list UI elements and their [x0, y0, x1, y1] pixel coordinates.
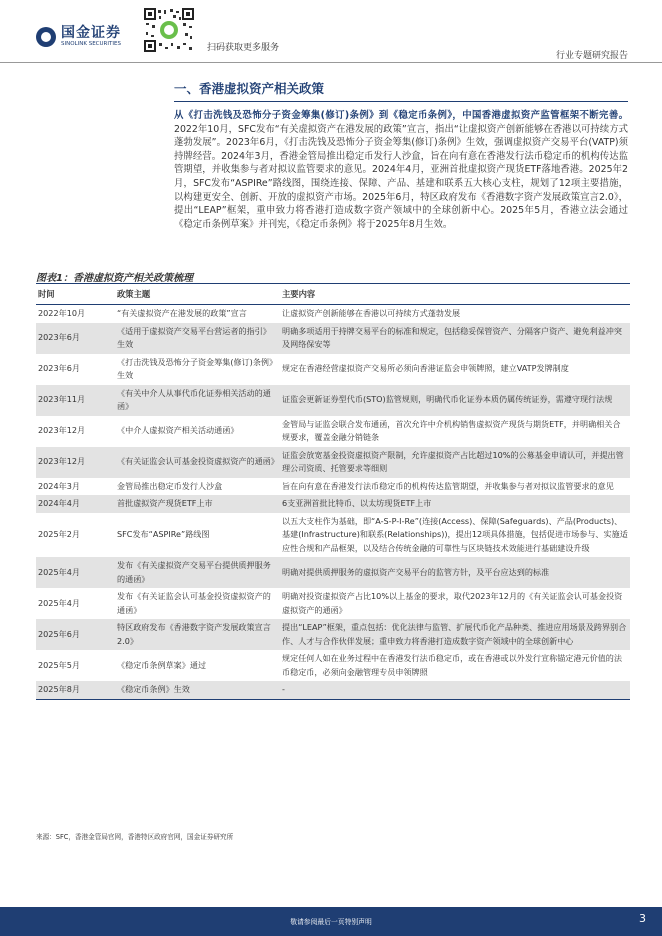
table-row: [36, 619, 630, 650]
cell-date: 2023年12月: [36, 447, 115, 478]
cell-content: 让虚拟资产创新能够在香港以可持续方式蓬勃发展: [282, 308, 461, 318]
disclaimer-note: 敬请参阅最后一页特别声明: [290, 918, 372, 926]
table-row: [36, 650, 630, 681]
cell-content: 金管局与证监会联合发布通函，首次允许中介机构销售虚拟资产现货与期货ETF，并明确相关合规要求，覆盖金融分销链条: [282, 418, 621, 442]
column-header-date: 时间: [36, 284, 115, 305]
cell-content: 6支亚洲首批比特币、以太坊现货ETF上市: [280, 495, 630, 513]
cell-content: 规定任何人如在业务过程中在香港发行法币稳定币，或在香港或以外发行宣称锚定港元价值的法币稳定币，必须向金融管理专员申领牌照: [282, 653, 622, 677]
cell-content: 明确多项适用于持牌交易平台的标准和规定，包括稳妥保管资产、分隔客户资产、避免利益冲突及网络保安等: [280, 323, 630, 354]
cell-date: 2023年6月: [36, 323, 115, 354]
table-row: [36, 478, 630, 496]
qr-code-icon[interactable]: [143, 7, 195, 53]
page-number: 3: [639, 912, 646, 925]
cell-policy: 发布《有关证监会认可基金投资虚拟资产的通函》: [117, 591, 271, 615]
logo-name-en: SINOLINK SECURITIES: [61, 41, 121, 47]
cell-policy: SFC发布“ASPIRe”路线图: [117, 529, 210, 539]
column-header-policy: 政策主题: [115, 284, 280, 305]
cell-date: 2024年3月: [38, 480, 80, 491]
cell-content: -: [280, 681, 630, 699]
cell-content: 证监会更新证券型代币(STO)监管规则，明确代币化证券本质仍属传统证券，需遵守现行法规: [280, 385, 630, 416]
cell-date: 2023年6月: [38, 363, 80, 374]
cell-date: 2024年4月: [36, 495, 115, 513]
cell-policy: 首批虚拟资产现货ETF上市: [115, 495, 280, 513]
paragraph-lead: 从《打击洗钱及恐怖分子资金筹集(修订)条例》到《稳定币条例》，中国香港虚拟资产监管框架不断完善。: [174, 110, 628, 121]
table-row: [36, 588, 630, 619]
logo-icon: [36, 27, 56, 47]
cell-content: 证监会放宽基金投资虚拟资产限制，允许虚拟资产占比超过10%的公募基金申请认可，并提出管理公司资质、托管要求等细则: [280, 447, 630, 478]
cell-content: 提出“LEAP”框架，重点包括：优化法律与监管、扩展代币化产品种类、推进应用场景及跨界别合作、人才与合作伙伴发展；重申致力将香港打造成数字资产领域中的全球创新中心: [280, 619, 630, 650]
cell-content: 明确对投资虚拟资产占比10%以上基金的要求，取代2023年12月的《有关证监会认可基金投资虚拟资产的通函》: [282, 591, 623, 615]
table-row: [36, 354, 630, 385]
company-logo: [36, 26, 121, 48]
table-header-row: [36, 284, 630, 305]
table-row: [36, 513, 630, 558]
cell-content: 旨在向有意在香港发行法币稳定币的机构传达监管期望，并收集参与者对拟议监管要求的意见: [282, 480, 614, 491]
page-header: [0, 0, 662, 62]
scan-prompt: 扫码获取更多服务: [207, 43, 280, 53]
table-row: [36, 681, 630, 699]
table-row: [36, 323, 630, 354]
cell-policy: 《中介人虚拟资产相关活动通函》: [117, 425, 239, 436]
cell-content: 明确对提供质押服务的虚拟资产交易平台的监管方针，及平台应达到的标准: [280, 557, 630, 588]
table-row: [36, 557, 630, 588]
column-header-content: 主要内容: [280, 284, 630, 305]
cell-policy: 《有关证监会认可基金投资虚拟资产的通函》: [115, 447, 280, 478]
cell-content: 规定在香港经营虚拟资产交易所必须向香港证监会申领牌照，建立VATP发牌制度: [282, 363, 569, 374]
cell-policy: 发布《有关虚拟资产交易平台提供质押服务的通函》: [115, 557, 280, 588]
header-divider: [0, 62, 662, 63]
cell-policy: “有关虚拟资产在港发展的政策”宣言: [117, 308, 247, 318]
table-body: [36, 305, 630, 700]
cell-policy: 金管局推出稳定币发行人沙盒: [117, 480, 223, 491]
cell-date: 2025年5月: [38, 659, 80, 670]
table-row: [36, 385, 630, 416]
cell-date: 2025年4月: [38, 597, 80, 608]
body-paragraph: [174, 109, 628, 231]
cell-date: 2025年6月: [36, 619, 115, 650]
cell-policy: 《适用于虚拟资产交易平台营运者的指引》生效: [115, 323, 280, 354]
cell-policy: 《有关中介人从事代币化证券相关活动的通函》: [115, 385, 280, 416]
cell-date: 2022年10月: [38, 308, 86, 318]
table-row: [36, 416, 630, 447]
figure-source: 来源：SFC，香港金管局官网，香港特区政府官网，国金证券研究所: [36, 833, 234, 841]
section-title: 一、香港虚拟资产相关政策: [174, 81, 325, 96]
cell-date: 2023年12月: [38, 425, 86, 436]
table-row: [36, 305, 630, 323]
cell-content: 以五大支柱作为基础，即“A-S-P-I-Re”(连接(Access)、保障(Safeguards)、产品(Products)、基建(Infrastructure)和联系(Relationships))，提出12项具体措施，包括促进市场参与、实施适应性合规和产品框架，以及结合传统金融的可靠性与区块链技术效能进行基础建设升级: [282, 515, 628, 553]
cell-policy: 特区政府发布《香港数字资产发展政策宣言2.0》: [115, 619, 280, 650]
logo-name-cn: 国金证券: [61, 25, 121, 41]
figure-title: 图表1：香港虚拟资产相关政策梳理: [36, 273, 193, 284]
table-row: [36, 495, 630, 513]
cell-policy: 《打击洗钱及恐怖分子资金筹集(修订)条例》生效: [117, 356, 278, 380]
section-divider: [174, 101, 628, 102]
paragraph-text: 2022年10月，SFC发布“有关虚拟资产在港发展的政策”宣言，指出“让虚拟资产创新能够在香港以可持续方式蓬勃发展”。2023年6月，《打击洗钱及恐怖分子资金筹集(修订)条例》生效，强调虚拟资产交易平台(VATP)须持牌经营。2024年3月，香港金管局推出稳定币发行人沙盒，旨在向有意在香港发行法币稳定币的机构传达监管期望，并收集参与者对拟议监管要求的意见。2024年4月，亚洲首批虚拟资产现货ETF落地香港。2025年2月，SFC发布“ASPIRe”路线图，围绕连接、保障、产品、基建和联系五大核心支柱，规划了12项主要措施，以构建更安全、创新、开放的虚拟资产市场。2025年6月，特区政府发布《香港数字资产发展政策宣言2.0》，提出“LEAP”框架，重申致力将香港打造成数字资产领域中的全球创新中心。2025年5月，香港立法会通过《稳定币条例草案》并刊宪，《稳定币条例》将于2025年8月生效。: [174, 123, 628, 230]
cell-date: 2023年11月: [36, 385, 115, 416]
cell-date: 2025年4月: [36, 557, 115, 588]
cell-date: 2025年2月: [38, 529, 80, 539]
table-row: [36, 447, 630, 478]
cell-policy: 《稳定币条例》生效: [115, 681, 280, 699]
cell-policy: 《稳定币条例草案》通过: [117, 659, 207, 670]
policy-table: [36, 283, 630, 700]
cell-date: 2025年8月: [36, 681, 115, 699]
report-type: 行业专题研究报告: [555, 51, 628, 61]
